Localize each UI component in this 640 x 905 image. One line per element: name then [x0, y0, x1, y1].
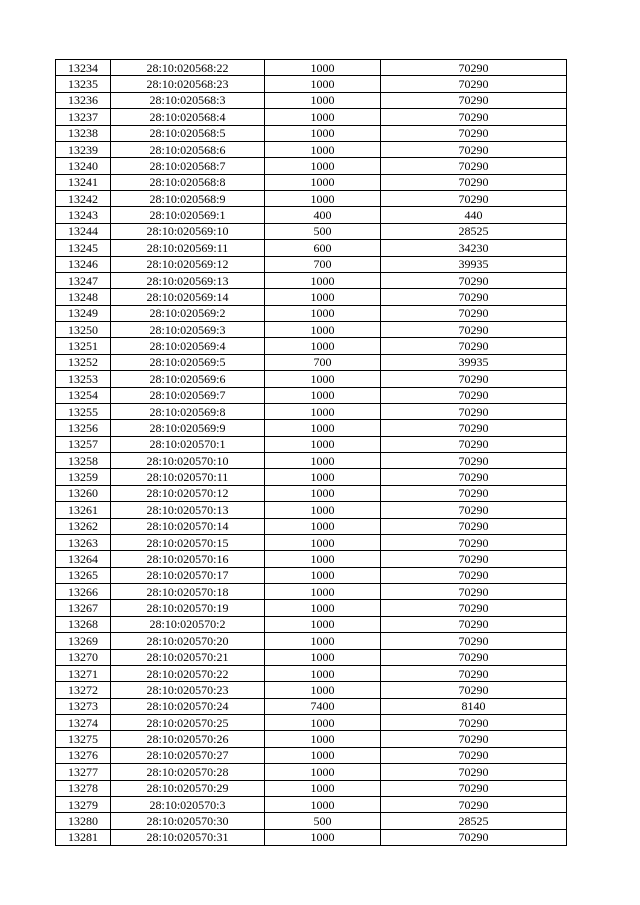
row-number-cell: 13251 [56, 338, 111, 354]
value-cell: 34230 [381, 240, 567, 256]
area-cell: 700 [265, 354, 381, 370]
value-cell: 70290 [381, 665, 567, 681]
row-number-cell: 13270 [56, 649, 111, 665]
table-row [56, 322, 567, 338]
row-number-cell: 13267 [56, 600, 111, 616]
cadastral-number-cell: 28:10:020569:4 [111, 338, 265, 354]
cadastral-number-cell: 28:10:020570:12 [111, 485, 265, 501]
area-cell: 1000 [265, 764, 381, 780]
value-cell: 70290 [381, 485, 567, 501]
cadastral-number-cell: 28:10:020570:30 [111, 813, 265, 829]
value-cell: 70290 [381, 567, 567, 583]
table-row [56, 796, 567, 812]
row-number-cell: 13249 [56, 305, 111, 321]
table-row [56, 305, 567, 321]
cadastral-number-cell: 28:10:020570:13 [111, 502, 265, 518]
cadastral-number-cell: 28:10:020570:27 [111, 747, 265, 763]
value-cell: 70290 [381, 518, 567, 534]
row-number-cell: 13245 [56, 240, 111, 256]
table-row [56, 174, 567, 190]
value-cell: 70290 [381, 502, 567, 518]
row-number-cell: 13235 [56, 76, 111, 92]
table-row [56, 485, 567, 501]
value-cell: 440 [381, 207, 567, 223]
cadastral-number-cell: 28:10:020570:3 [111, 796, 265, 812]
area-cell: 1000 [265, 518, 381, 534]
area-cell: 1000 [265, 76, 381, 92]
row-number-cell: 13264 [56, 551, 111, 567]
area-cell: 1000 [265, 109, 381, 125]
row-number-cell: 13261 [56, 502, 111, 518]
value-cell: 70290 [381, 289, 567, 305]
value-cell: 70290 [381, 715, 567, 731]
table-row [56, 289, 567, 305]
row-number-cell: 13269 [56, 633, 111, 649]
table-row [56, 403, 567, 419]
area-cell: 1000 [265, 191, 381, 207]
table-row [56, 436, 567, 452]
table-row [56, 747, 567, 763]
row-number-cell: 13271 [56, 665, 111, 681]
table-row [56, 682, 567, 698]
row-number-cell: 13254 [56, 387, 111, 403]
table-row [56, 256, 567, 272]
row-number-cell: 13258 [56, 453, 111, 469]
value-cell: 70290 [381, 322, 567, 338]
cadastral-number-cell: 28:10:020568:9 [111, 191, 265, 207]
cadastral-number-cell: 28:10:020570:28 [111, 764, 265, 780]
table-row [56, 616, 567, 632]
row-number-cell: 13262 [56, 518, 111, 534]
row-number-cell: 13243 [56, 207, 111, 223]
row-number-cell: 13244 [56, 223, 111, 239]
row-number-cell: 13253 [56, 371, 111, 387]
value-cell: 70290 [381, 780, 567, 796]
area-cell: 1000 [265, 305, 381, 321]
cadastral-number-cell: 28:10:020569:10 [111, 223, 265, 239]
row-number-cell: 13252 [56, 354, 111, 370]
area-cell: 1000 [265, 829, 381, 845]
row-number-cell: 13259 [56, 469, 111, 485]
area-cell: 1000 [265, 780, 381, 796]
area-cell: 1000 [265, 371, 381, 387]
cadastral-number-cell: 28:10:020569:14 [111, 289, 265, 305]
value-cell: 70290 [381, 633, 567, 649]
table-row [56, 502, 567, 518]
cadastral-number-cell: 28:10:020569:1 [111, 207, 265, 223]
row-number-cell: 13265 [56, 567, 111, 583]
value-cell: 70290 [381, 829, 567, 845]
row-number-cell: 13257 [56, 436, 111, 452]
value-cell: 70290 [381, 600, 567, 616]
value-cell: 70290 [381, 403, 567, 419]
area-cell: 1000 [265, 796, 381, 812]
table-row [56, 649, 567, 665]
row-number-cell: 13248 [56, 289, 111, 305]
area-cell: 700 [265, 256, 381, 272]
area-cell: 1000 [265, 158, 381, 174]
area-cell: 1000 [265, 649, 381, 665]
table-row [56, 125, 567, 141]
row-number-cell: 13266 [56, 584, 111, 600]
value-cell: 70290 [381, 649, 567, 665]
cadastral-number-cell: 28:10:020570:15 [111, 534, 265, 550]
area-cell: 1000 [265, 141, 381, 157]
value-cell: 70290 [381, 371, 567, 387]
cadastral-number-cell: 28:10:020569:5 [111, 354, 265, 370]
cadastral-number-cell: 28:10:020570:23 [111, 682, 265, 698]
value-cell: 70290 [381, 141, 567, 157]
cadastral-number-cell: 28:10:020570:20 [111, 633, 265, 649]
cadastral-number-cell: 28:10:020569:9 [111, 420, 265, 436]
value-cell: 70290 [381, 338, 567, 354]
value-cell: 70290 [381, 764, 567, 780]
area-cell: 1000 [265, 322, 381, 338]
area-cell: 1000 [265, 715, 381, 731]
row-number-cell: 13239 [56, 141, 111, 157]
table-row [56, 665, 567, 681]
value-cell: 70290 [381, 731, 567, 747]
table-row [56, 764, 567, 780]
value-cell: 70290 [381, 453, 567, 469]
table-row [56, 453, 567, 469]
table-row [56, 191, 567, 207]
table-row [56, 223, 567, 239]
value-cell: 70290 [381, 60, 567, 76]
table-row [56, 715, 567, 731]
value-cell: 70290 [381, 796, 567, 812]
table-row [56, 76, 567, 92]
cadastral-number-cell: 28:10:020570:16 [111, 551, 265, 567]
cadastral-number-cell: 28:10:020569:6 [111, 371, 265, 387]
row-number-cell: 13281 [56, 829, 111, 845]
table-row [56, 633, 567, 649]
table-row [56, 698, 567, 714]
row-number-cell: 13236 [56, 92, 111, 108]
table-row [56, 338, 567, 354]
row-number-cell: 13276 [56, 747, 111, 763]
area-cell: 1000 [265, 731, 381, 747]
value-cell: 70290 [381, 76, 567, 92]
row-number-cell: 13256 [56, 420, 111, 436]
value-cell: 28525 [381, 813, 567, 829]
value-cell: 70290 [381, 584, 567, 600]
value-cell: 70290 [381, 747, 567, 763]
row-number-cell: 13268 [56, 616, 111, 632]
cadastral-number-cell: 28:10:020570:21 [111, 649, 265, 665]
cadastral-number-cell: 28:10:020568:3 [111, 92, 265, 108]
value-cell: 70290 [381, 109, 567, 125]
cadastral-number-cell: 28:10:020569:2 [111, 305, 265, 321]
table-row [56, 780, 567, 796]
row-number-cell: 13250 [56, 322, 111, 338]
row-number-cell: 13275 [56, 731, 111, 747]
row-number-cell: 13263 [56, 534, 111, 550]
area-cell: 7400 [265, 698, 381, 714]
value-cell: 70290 [381, 158, 567, 174]
table-row [56, 371, 567, 387]
row-number-cell: 13279 [56, 796, 111, 812]
value-cell: 70290 [381, 305, 567, 321]
cadastral-number-cell: 28:10:020568:6 [111, 141, 265, 157]
cadastral-number-cell: 28:10:020570:31 [111, 829, 265, 845]
row-number-cell: 13277 [56, 764, 111, 780]
area-cell: 1000 [265, 436, 381, 452]
area-cell: 1000 [265, 289, 381, 305]
table-row [56, 731, 567, 747]
table-row [56, 240, 567, 256]
row-number-cell: 13274 [56, 715, 111, 731]
row-number-cell: 13260 [56, 485, 111, 501]
value-cell: 70290 [381, 616, 567, 632]
value-cell: 8140 [381, 698, 567, 714]
area-cell: 1000 [265, 600, 381, 616]
table-row [56, 829, 567, 845]
area-cell: 1000 [265, 420, 381, 436]
value-cell: 70290 [381, 420, 567, 436]
area-cell: 500 [265, 223, 381, 239]
table-row [56, 92, 567, 108]
area-cell: 1000 [265, 616, 381, 632]
area-cell: 1000 [265, 338, 381, 354]
area-cell: 1000 [265, 92, 381, 108]
table-row [56, 272, 567, 288]
row-number-cell: 13278 [56, 780, 111, 796]
table-row [56, 567, 567, 583]
value-cell: 70290 [381, 534, 567, 550]
value-cell: 70290 [381, 191, 567, 207]
cadastral-number-cell: 28:10:020568:22 [111, 60, 265, 76]
area-cell: 600 [265, 240, 381, 256]
cadastral-number-cell: 28:10:020569:7 [111, 387, 265, 403]
cadastral-number-cell: 28:10:020569:11 [111, 240, 265, 256]
cadastral-number-cell: 28:10:020570:10 [111, 453, 265, 469]
cadastral-number-cell: 28:10:020568:7 [111, 158, 265, 174]
row-number-cell: 13234 [56, 60, 111, 76]
cadastral-number-cell: 28:10:020569:3 [111, 322, 265, 338]
table-row [56, 354, 567, 370]
cadastral-number-cell: 28:10:020570:24 [111, 698, 265, 714]
row-number-cell: 13240 [56, 158, 111, 174]
table-row [56, 158, 567, 174]
value-cell: 70290 [381, 272, 567, 288]
cadastral-number-cell: 28:10:020569:8 [111, 403, 265, 419]
cadastral-number-cell: 28:10:020569:13 [111, 272, 265, 288]
area-cell: 400 [265, 207, 381, 223]
cadastral-number-cell: 28:10:020570:29 [111, 780, 265, 796]
row-number-cell: 13273 [56, 698, 111, 714]
cadastral-number-cell: 28:10:020570:18 [111, 584, 265, 600]
area-cell: 1000 [265, 665, 381, 681]
data-table [55, 59, 567, 846]
cadastral-number-cell: 28:10:020570:1 [111, 436, 265, 452]
area-cell: 1000 [265, 485, 381, 501]
value-cell: 70290 [381, 92, 567, 108]
table-row [56, 60, 567, 76]
area-cell: 1000 [265, 502, 381, 518]
cadastral-number-cell: 28:10:020568:5 [111, 125, 265, 141]
cadastral-number-cell: 28:10:020570:19 [111, 600, 265, 616]
table-row [56, 387, 567, 403]
cadastral-number-cell: 28:10:020570:17 [111, 567, 265, 583]
row-number-cell: 13255 [56, 403, 111, 419]
area-cell: 1000 [265, 272, 381, 288]
area-cell: 1000 [265, 534, 381, 550]
value-cell: 70290 [381, 387, 567, 403]
cadastral-number-cell: 28:10:020570:22 [111, 665, 265, 681]
table-row [56, 420, 567, 436]
row-number-cell: 13242 [56, 191, 111, 207]
area-cell: 1000 [265, 403, 381, 419]
table-row [56, 207, 567, 223]
table-row [56, 813, 567, 829]
value-cell: 70290 [381, 436, 567, 452]
area-cell: 1000 [265, 387, 381, 403]
cadastral-number-cell: 28:10:020570:14 [111, 518, 265, 534]
cadastral-number-cell: 28:10:020568:23 [111, 76, 265, 92]
row-number-cell: 13247 [56, 272, 111, 288]
cadastral-number-cell: 28:10:020570:11 [111, 469, 265, 485]
area-cell: 1000 [265, 584, 381, 600]
table-row [56, 534, 567, 550]
table-row [56, 109, 567, 125]
table-row [56, 551, 567, 567]
table-row [56, 518, 567, 534]
row-number-cell: 13241 [56, 174, 111, 190]
area-cell: 1000 [265, 567, 381, 583]
cadastral-number-cell: 28:10:020568:4 [111, 109, 265, 125]
cadastral-number-cell: 28:10:020568:8 [111, 174, 265, 190]
table-row [56, 469, 567, 485]
row-number-cell: 13280 [56, 813, 111, 829]
value-cell: 70290 [381, 469, 567, 485]
area-cell: 1000 [265, 60, 381, 76]
area-cell: 1000 [265, 633, 381, 649]
value-cell: 39935 [381, 354, 567, 370]
row-number-cell: 13272 [56, 682, 111, 698]
area-cell: 1000 [265, 682, 381, 698]
cadastral-number-cell: 28:10:020570:2 [111, 616, 265, 632]
table-row [56, 141, 567, 157]
cadastral-number-cell: 28:10:020570:25 [111, 715, 265, 731]
value-cell: 70290 [381, 125, 567, 141]
area-cell: 1000 [265, 174, 381, 190]
area-cell: 1000 [265, 551, 381, 567]
row-number-cell: 13246 [56, 256, 111, 272]
table-body [56, 60, 567, 846]
table-row [56, 600, 567, 616]
value-cell: 39935 [381, 256, 567, 272]
cadastral-number-cell: 28:10:020569:12 [111, 256, 265, 272]
row-number-cell: 13237 [56, 109, 111, 125]
area-cell: 1000 [265, 453, 381, 469]
area-cell: 1000 [265, 747, 381, 763]
row-number-cell: 13238 [56, 125, 111, 141]
value-cell: 70290 [381, 174, 567, 190]
value-cell: 70290 [381, 682, 567, 698]
cadastral-number-cell: 28:10:020570:26 [111, 731, 265, 747]
value-cell: 70290 [381, 551, 567, 567]
value-cell: 28525 [381, 223, 567, 239]
area-cell: 500 [265, 813, 381, 829]
table-row [56, 584, 567, 600]
area-cell: 1000 [265, 125, 381, 141]
area-cell: 1000 [265, 469, 381, 485]
